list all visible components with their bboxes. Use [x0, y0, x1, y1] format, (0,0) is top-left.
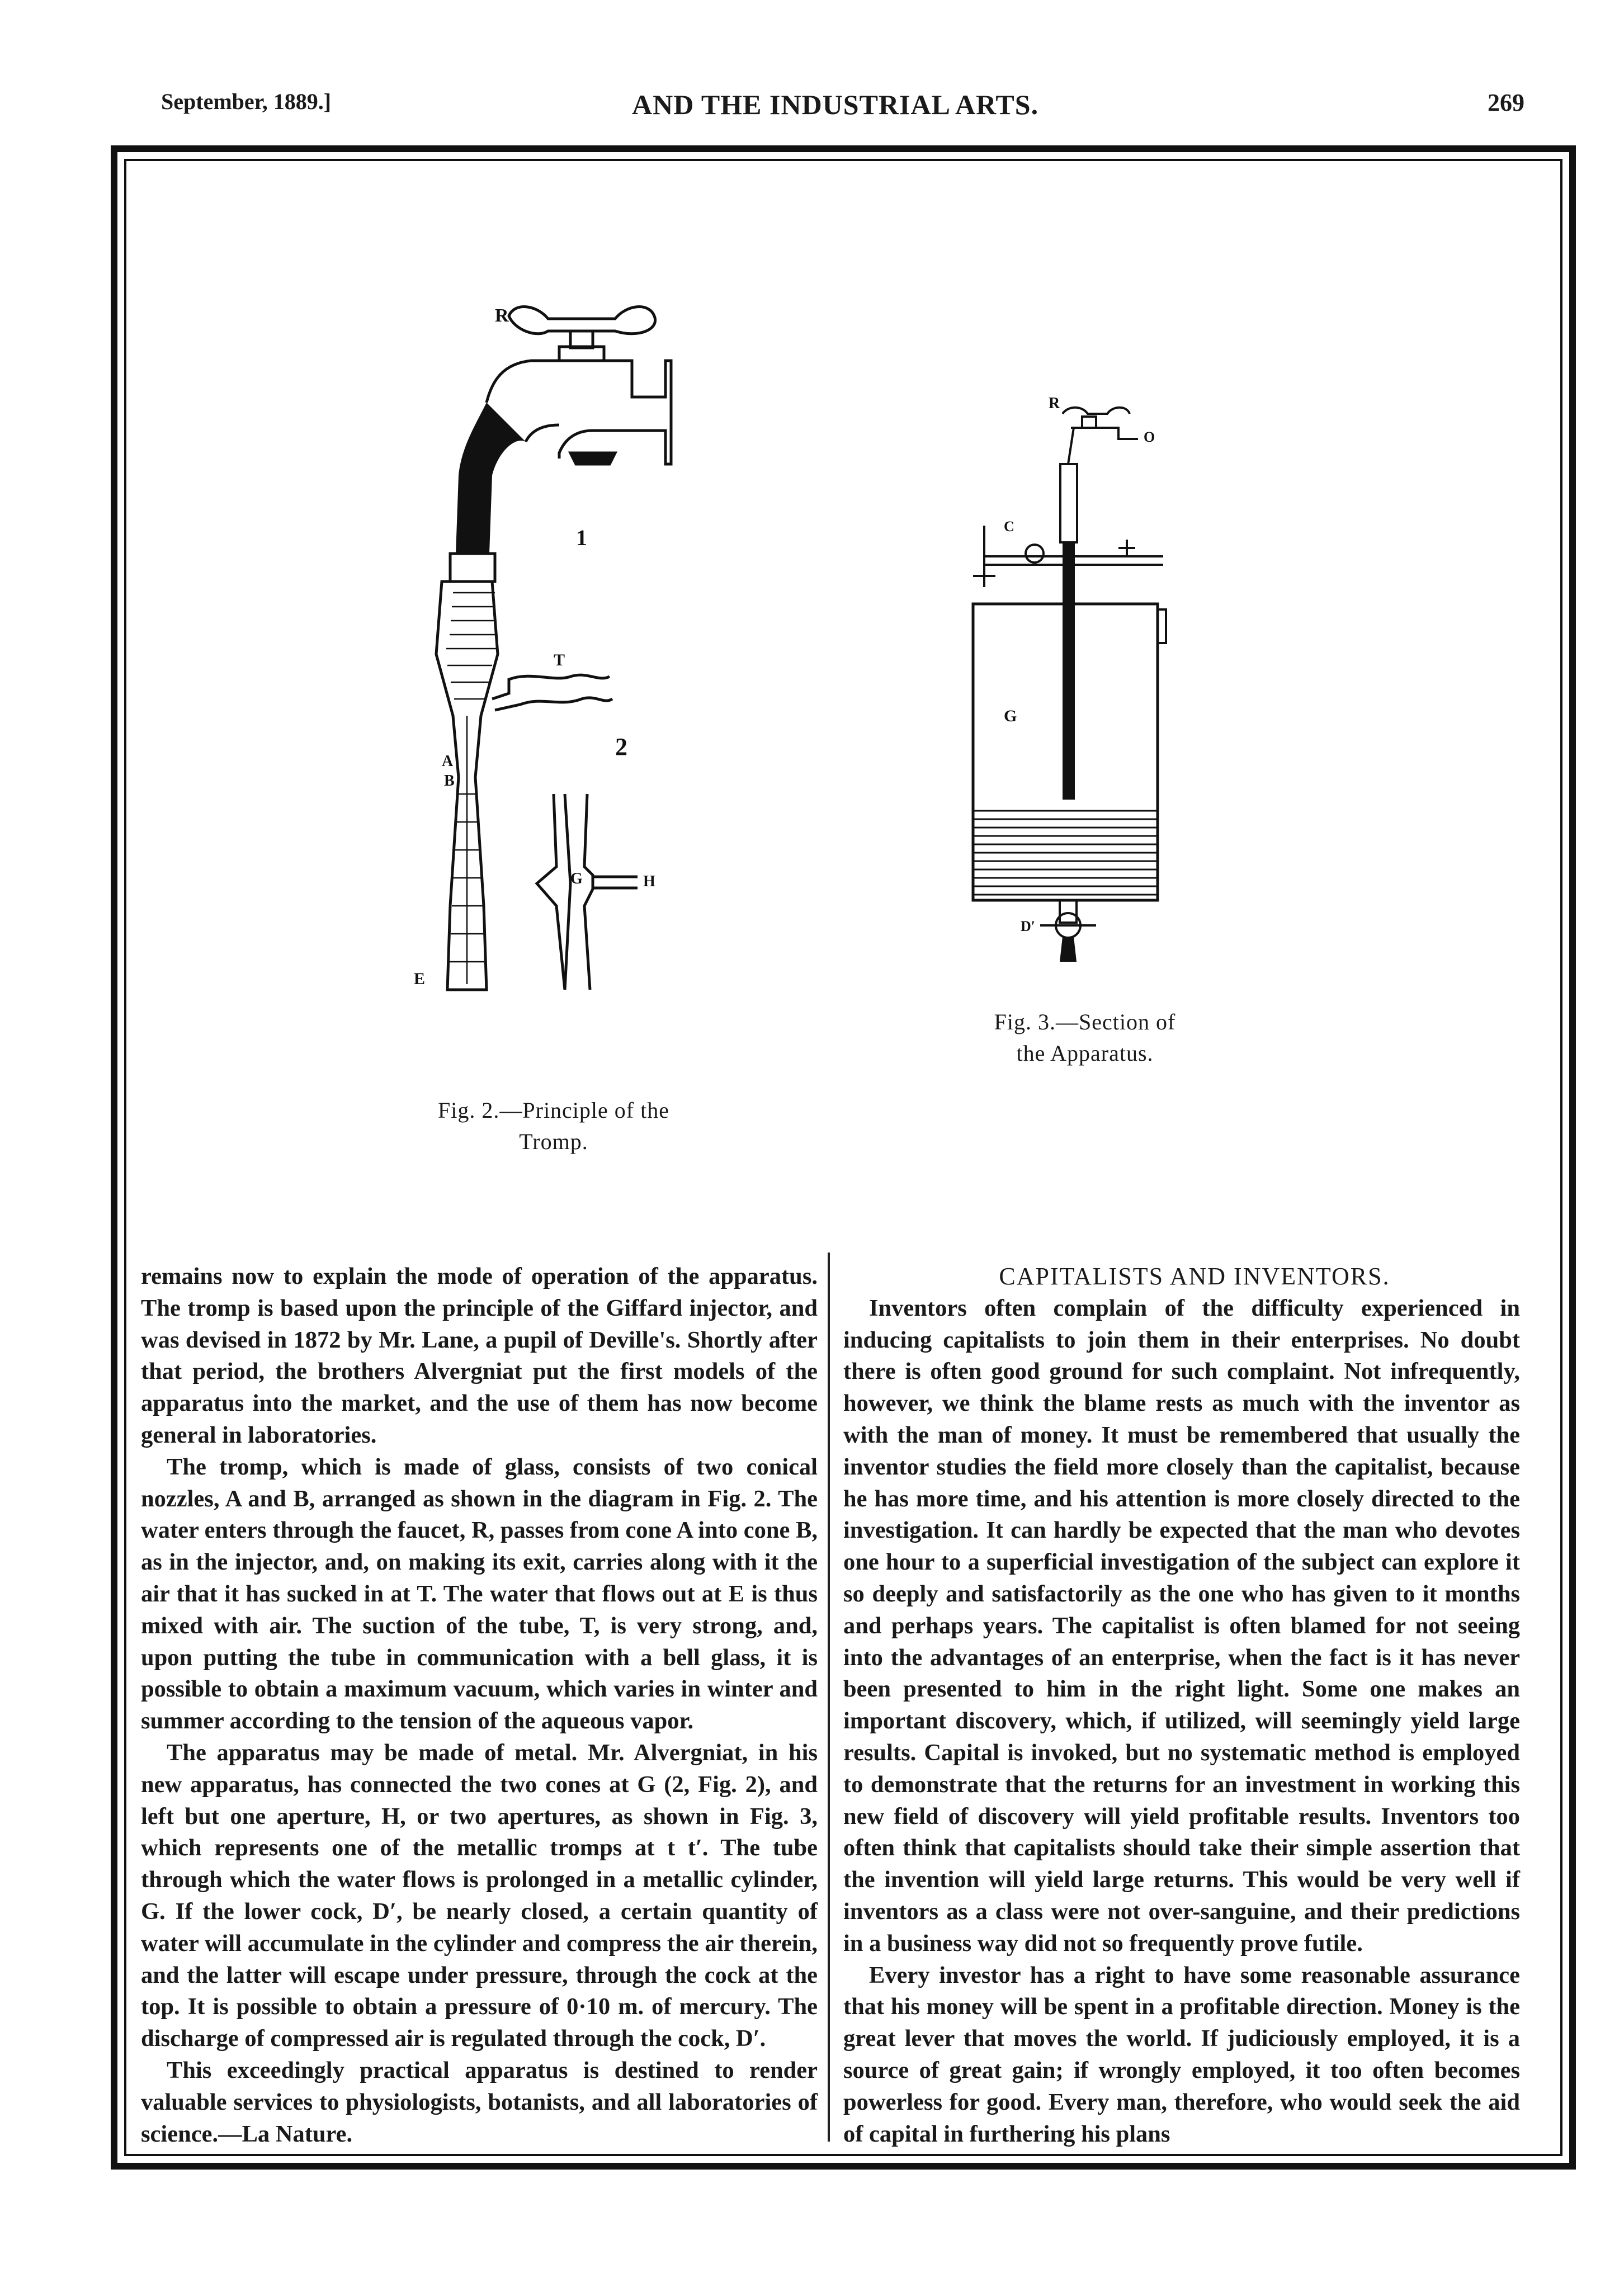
fig3-label-R: R — [1049, 395, 1060, 412]
fig3-label-G: G — [1004, 707, 1017, 725]
fig3-label-C: C — [1004, 518, 1014, 535]
fig3-caption-line1: Fig. 3.—Section of — [994, 1009, 1176, 1034]
fig2-caption-line1: Fig. 2.—Principle of the — [438, 1098, 669, 1123]
header-title: AND THE INDUSTRIAL ARTS. — [632, 89, 1039, 120]
fig2-label-H: H — [643, 873, 655, 890]
fig3-illustration — [951, 386, 1219, 967]
fig2-label-two: 2 — [615, 733, 627, 760]
right-paragraph-2: Every investor has a right to have some reasonable assurance that his money will be spent in a profitable direction. Money is the great lever that moves the world. If judiciously employed, it is a source of great gain; if wrongly employed, it too often becomes powerless for good. Every man, therefore, who would seek the aid of capital in furthering his plans — [843, 1962, 1520, 2147]
left-paragraph-3: The apparatus may be made of metal. Mr. Alvergniat, in his new apparatus, has connected the two cones at G (2, Fig. 2), and left but one aperture, H, or two apertures, as shown in Fig. 3, which represents one of the metallic tromps at t t′. The tube through which the water flows is prolonged in a metallic cylinder, G. If the lower cock, D′, be nearly closed, a certain quantity of water will accumulate in the cylinder and compress the air therein, and the latter will escape under pressure, through the cock at the top. It is possible to obtain a pressure of 0·10 m. of mercury. The discharge of compressed air is regulated through the cock, D′. — [141, 1739, 818, 2052]
fig2-caption-line2: Tromp. — [519, 1129, 588, 1154]
right-paragraph-1: Inventors often complain of the difficulty experienced in inducing capitalists to join them in their enterprises. No doubt there is often good ground for such complaint. Not infrequently, however, we think the blame rests as much with the inventor as with the man of money. It must be remembered that usually the inventor studies the field more closely than the capitalist, because he has more time, and his attention is more closely directed to the investigation. It can hardly be expected that the man who devotes one hour to a superficial investigation of the subject can explore it so deeply and satisfactorily as the one who has given to it months and perhaps years. The capitalist is often blamed for not seeing into the advantages of an enterprise, when the fact is it has never been presented to him in the right light. Some one makes an important discovery, which, if utilized, will seemingly yield large results. Capital is invoked, but no systematic method is employed to demonstrate that the returns for an investment in working this new field of discovery will yield profitable results. Inventors too often think that capitalists should take their simple assertion that the invention will yield large returns. This would be very well if inventors as a class were not over-sanguine, and their predictions in a business way did not so frequently prove futile. — [843, 1294, 1520, 1957]
column-divider — [828, 1253, 830, 2142]
fig2-label-B: B — [444, 772, 455, 790]
fig2-illustration — [403, 291, 794, 1051]
fig2-label-T: T — [554, 651, 565, 669]
article-heading: CAPITALISTS AND INVENTORS. — [999, 1263, 1390, 1290]
fig2-label-one: 1 — [576, 525, 587, 550]
fig3-label-O: O — [1144, 429, 1155, 445]
fig2-label-G: G — [570, 870, 583, 887]
fig2-label-R: R — [495, 305, 509, 326]
page-number: 269 — [1488, 89, 1524, 116]
fig2-caption — [358, 1095, 749, 1157]
left-paragraph-1: remains now to explain the mode of operation of the apparatus. The tromp is based upon the principle of the Giffard injector, and was devised in 1872 by Mr. Lane, a pupil of Deville's. Shortly after that period, the brothers Alvergniat put the first models of the apparatus into the market, and the use of them has now become general in laboratories. — [141, 1263, 818, 1448]
fig3-label-D: D′ — [1021, 918, 1036, 934]
fig3-caption — [906, 1006, 1264, 1069]
header-date: September, 1889.] — [161, 89, 332, 114]
fig2-label-A: A — [442, 753, 454, 770]
left-column — [141, 1261, 818, 2150]
fig2-label-E: E — [414, 970, 426, 988]
fig3-caption-line2: the Apparatus. — [1016, 1041, 1154, 1066]
left-paragraph-4: This exceedingly practical apparatus is destined to render valuable services to physiologists, botanists, and all laboratories of science.—La Nature. — [141, 2057, 818, 2147]
left-paragraph-2: The tromp, which is made of glass, consists of two conical nozzles, A and B, arranged as shown in the diagram in Fig. 2. The water enters through the faucet, R, passes from cone A into cone B, as in the injector, and, on making its exit, carries along with it the air that it has sucked in at T. The water that flows out at E is thus mixed with air. The suction of the tube, T, is very strong, and, upon putting the tube in communication with a bell glass, it is possible to obtain a maximum vacuum, which varies in winter and summer according to the tension of the aqueous vapor. — [141, 1453, 818, 1735]
right-column — [843, 1261, 1520, 2150]
